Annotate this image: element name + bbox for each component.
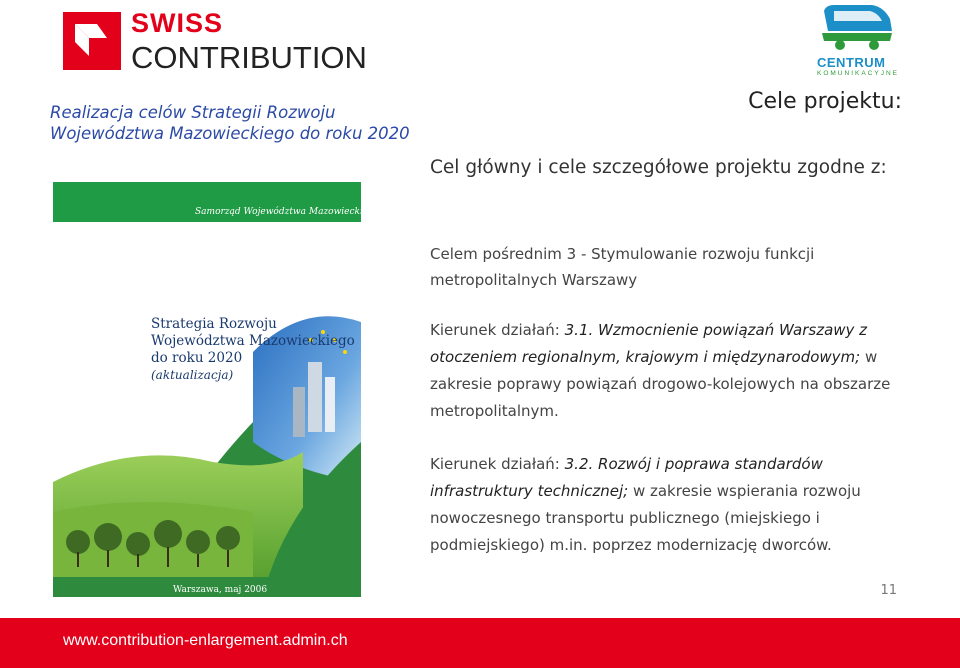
centrum-name: CENTRUM (817, 55, 886, 70)
cover-title-line-2: Województwa Mazowieckiego (151, 333, 355, 349)
direction-3-2 (430, 451, 910, 559)
direction-3-1-prefix: Kierunek działań: (430, 321, 565, 339)
swiss-flag-icon (63, 12, 121, 70)
direction-3-1 (430, 317, 910, 425)
footer-url-link[interactable]: www.contribution-enlargement.admin.ch (63, 632, 348, 649)
direction-3-1-scope: w zakresie poprawy powiązań drogowo-kolejowych na obszarze metropolitalnym. (430, 348, 891, 420)
logo-contribution-text: CONTRIBUTION (131, 40, 367, 75)
centrum-subname: KOMUNIKACYJNE (817, 70, 899, 77)
cover-title-line-3: do roku 2020 (151, 350, 243, 366)
indirect-goal-text: Celem pośrednim 3 - Stymulowanie rozwoju funkcji metropolitalnych Warszawy (430, 245, 815, 289)
logo-swiss-text: SWISS (131, 8, 224, 38)
swiss-contribution-logo (63, 8, 367, 75)
cover-edition: (aktualizacja) (151, 368, 234, 382)
cover-title-line-1: Strategia Rozwoju (151, 316, 277, 332)
slide-heading: Cele projektu: (748, 89, 902, 114)
strategy-subtitle: Realizacja celów Strategii Rozwoju Województwa Mazowieckiego do roku 2020 (50, 103, 410, 143)
main-goal-text: Cel główny i cele szczegółowe projektu zgodne z: (430, 157, 887, 178)
centrum-komunikacyjne-logo (812, 3, 912, 83)
train-icon (820, 3, 895, 53)
direction-3-2-prefix: Kierunek działań: (430, 455, 565, 473)
direction-3-1-title: 3.1. Wzmocnienie powiązań Warszawy z otoczeniem regionalnym, krajowym i międzynarodowym; (430, 321, 868, 366)
cover-publisher: Samorząd Województwa Mazowieckiego (195, 207, 361, 217)
direction-3-2-title: 3.2. Rozwój i poprawa standardów infrastruktury technicznej; (430, 455, 823, 500)
page-number: 11 (880, 583, 897, 598)
direction-3-2-scope: w zakresie wspierania rozwoju nowoczesnego transportu publicznego (miejskiego i podmiejskiego) m.in. poprzez modernizację dworców. (430, 482, 861, 554)
cover-footer: Warszawa, maj 2006 (173, 585, 268, 595)
footer-bar (0, 618, 960, 668)
strategy-cover-image (53, 182, 361, 597)
